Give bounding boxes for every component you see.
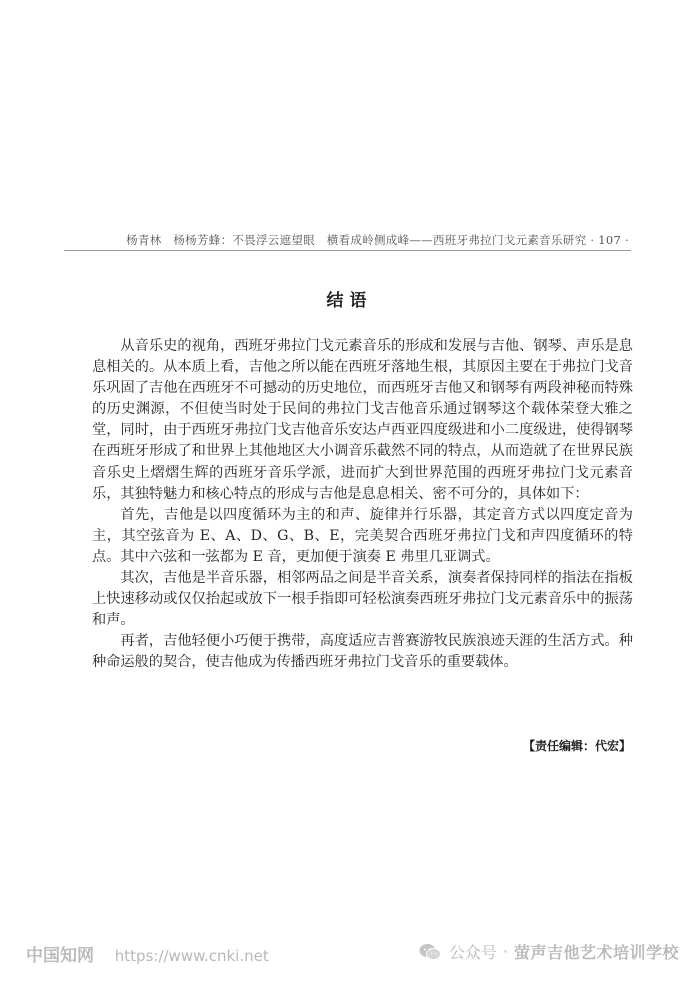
header-divider: [64, 250, 631, 251]
running-header: 杨青林 杨杨芳蜂：不畏浮云遮望眼 横看成岭侧成峰——西班牙弗拉门戈元素音乐研究 · 107 ·: [126, 233, 629, 247]
cnki-watermark: [26, 941, 269, 966]
wechat-account-name: 萤声吉他艺术培训学校: [513, 943, 679, 962]
wechat-icon: [419, 943, 441, 961]
section-title: 结语: [326, 291, 373, 311]
wechat-label: 公众号: [448, 943, 497, 962]
wechat-watermark: [419, 940, 679, 963]
cnki-brand: 中国知网: [26, 946, 94, 966]
paragraph-second-point: 其次，吉他是半音乐器，相邻两品之间是半音关系，演奏者保持同样的指法在指板上快速移动或仅仅抬起或放下一根手指即可轻松演奏西班牙弗拉门戈元素音乐中的振荡和声。: [92, 570, 633, 629]
responsible-editor-note: 【责任编辑：代宏】: [522, 739, 631, 753]
paragraph-third-point: 再者，吉他轻便小巧便于携带，高度适应吉普赛游牧民族浪迹天涯的生活方式。种种命运般的契合，使吉他成为传播西班牙弗拉门戈音乐的重要载体。: [92, 633, 633, 671]
paragraph-intro: 从音乐史的视角，西班牙弗拉门戈元素音乐的形成和发展与吉他、钢琴、声乐是息息相关的。从本质上看，吉他之所以能在西班牙落地生根，其原因主要在于弗拉门戈音乐巩固了吉他在西班牙不可撼动的历史地位，而西班牙吉他又和钢琴有两段神秘而特殊的历史渊源，不但使当时处于民间的弗拉门戈吉他音乐通过钢琴这个载体荣登大雅之堂，同时，由于西班牙弗拉门戈吉他音乐安达卢西亚四度级进和小二度级进，使得钢琴在西班牙形成了和世界上其他地区大小调音乐截然不同的特点，从而造就了在世界民族音乐史上熠熠生辉的西班牙音乐学派，进而扩大到世界范围的西班牙弗拉门戈元素音乐，其独特魅力和核心特点的形成与吉他是息息相关、密不可分的，具体如下：: [92, 338, 633, 502]
paragraph-first-point: 首先，吉他是以四度循环为主的和声、旋律并行乐器，其定音方式以四度定音为主，其空弦音为 E、A、D、G、B、E，完美契合西班牙弗拉门戈和声四度循环的特点。其中六弦和一弦都为 E 音，更加便于演奏 E 弗里几亚调式。: [92, 506, 633, 565]
cnki-url: https://www.cnki.net: [114, 947, 269, 965]
body-text: [92, 336, 633, 674]
wechat-separator: ·: [502, 942, 508, 961]
